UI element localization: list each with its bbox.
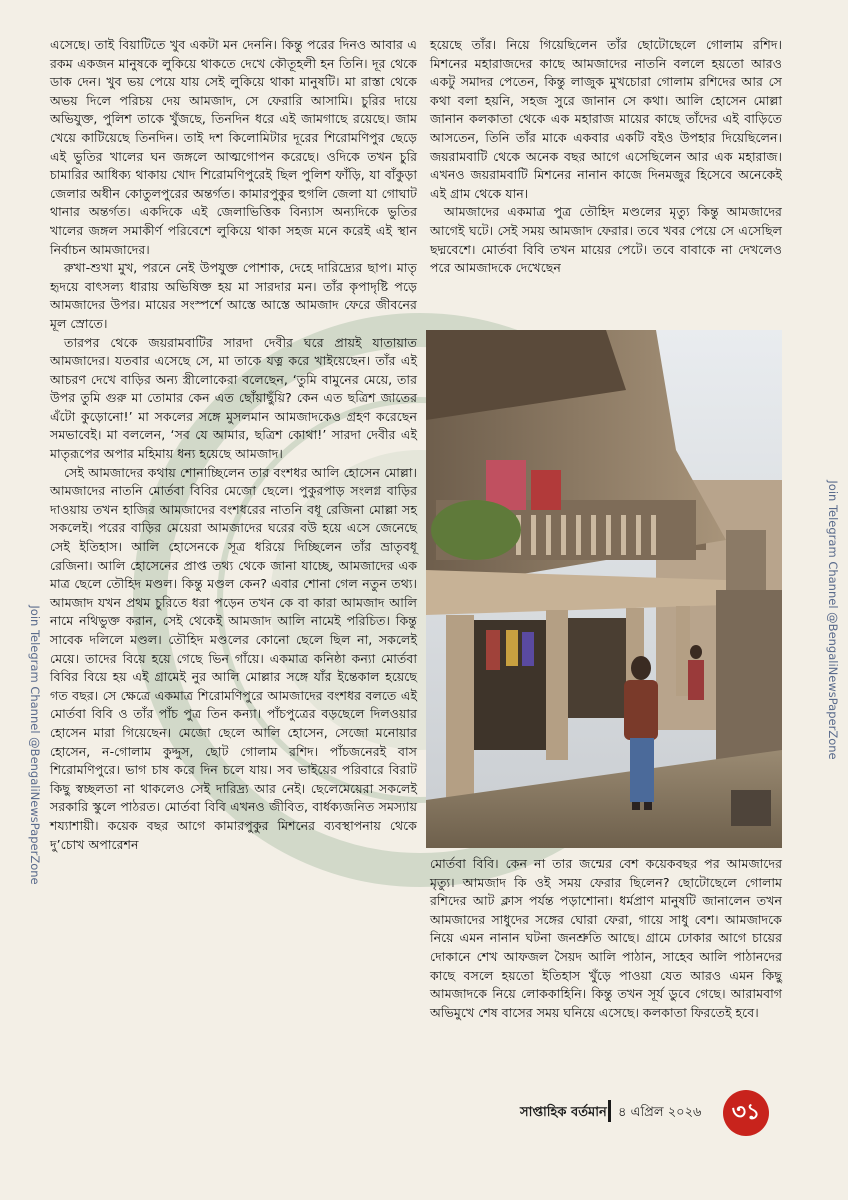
article-paragraph: তারপর থেকে জয়রামবাটির সারদা দেবীর ঘরে প্রায়ই যাতায়াত আমজাদের। যতবার এসেছে সে, মা তাকে যত্ন করে খাইয়েছেন। তাঁর এই আচরণ দেখে বাড়ির অন্য স্ত্রীলোকেরা বলেছেন, ‘তুমি বামুনের মেয়ে, তার উপর তুমি গুরু মা তোমার কেন এত ছোঁয়াছুঁয়ি? কেন এত ছত্রিশ জাতের এঁটো কুড়োনো!’ মা সকলের সঙ্গে মুসলমান আমজাদকেও গ্রহণ করেছেন সমভাবেই। মা বললেন, ‘সব যে আমার, ছত্রিশ কোথা!’ সারদা দেবীর এই মাতৃরূপের অপার মহিমায় ধন্য হয়েছে আমজাদ। bbox=[50, 334, 417, 462]
page-number-badge: ৩১ bbox=[723, 1090, 769, 1136]
article-paragraph: মোর্তবা বিবি। কেন না তার জন্মের বেশ কয়েকবছর পর আমজাদের মৃত্যু। আমজাদ কি ওই সময় ফেরার ছিলেন? ছোটোছেলে গোলাম রশিদের আট ক্লাস পর্যন্ত পড়াশোনা। ধর্মপ্রাণ মানুষটি জানালেন তখন আমজাদের সাধুদের সঙ্গের ঘোরা ফেরা, গায়ে সাধু বেশ। আমজাদকে নিয়ে এমন নানান ঘটনা জনশ্রুতি আছে। গ্রামে ঢোকার আগে চায়ের দোকানে শেখ আফজল সৈয়দ আলি পাঠান, সাহেব আলি পাঠানদের কাছে বসলে হয়তো ইতিহাস খুঁড়ে পাওয়া যেত আরও এমন কিছু আমজাদকে নিয়ে লোককাহিনি। কিন্তু তখন সূর্য ডুবে গেছে। আরামবাগ অভিমুখে শেষ বাসের সময় ঘনিয়ে এসেছে। কলকাতা ফিরতেই হবে। bbox=[430, 856, 782, 1020]
article-paragraph: এসেছে। তাই বিয়াটিতে খুব একটা মন দেননি। কিন্তু পরের দিনও আবার এ রকম একজন মানুষকে লুকিয়ে থাকতে দেখে কৌতূহলী হন তিনি। দূর থেকে ডাক দেন। খুব ভয় পেয়ে যায় সেই লুকিয়ে থাকা মানুষটি। মা রাস্তা থেকে অভয় দিলে পরিচয় দেয় আমজাদ, সে ফেরারি আসামি। চুরির দায়ে অভিযুক্ত, পুলিশ তাকে খুঁজছে, তিনদিন ধরে এই জামগাছে রয়েছে। জাম খেয়ে কাটিয়েছে তিনদিন। তাই দশ কিলোমিটার দূরের শিরোমণিপুর ছেড়ে এই ভুতির খালের ঘন জঙ্গলে আত্মগোপন করেছে। ওদিকে তখন চুরি চামারির আধিক্য থাকায় খোদ শিরোমণিপুরেই ছিল পুলিশ ফাঁড়ি, যা বাঁকুড়া জেলার অধীন কোতুলপুরের অন্তর্গত। কামারপুকুর হুগলি জেলা যা গোঘাট থানার অন্তর্গত। একদিকে এই জেলাভিত্তিক বিন্যাস অন্যদিকে ভুতির খালের জঙ্গল সমাকীর্ণ পরিবেশে লুকিয়ে থাকা সহজ মনে করেই এই স্থান নির্বাচন আমজাদের। bbox=[50, 37, 417, 257]
article-paragraph: হয়েছে তাঁর। নিয়ে গিয়েছিলেন তাঁর ছোটোছেলে গোলাম রশিদ। মিশনের মহারাজদের কাছে আমজাদের নাতনি বললে হয়তো আরও একটু সমাদর পেতেন, কিন্তু লাজুক মুখচোরা গোলাম রশিদের আর সে কথা বলা হয়নি, সহজ সুরে জানান সে কথা। আলি হোসেন মোল্লা জানান কলকাতা থেকে এক মহারাজ মায়ের কাছে তাঁদের এই বাড়িতে আসতেন, তিনি তাঁর মাকে একবার একটি বইও উপহার দিয়েছিলেন। জয়রামবাটি থেকে অনেক বছর আগে এসেছিলেন আর এক মহারাজ। এখনও জয়রামবাটি মিশনের নানান কাজে দিনমজুর হিসেবে অনেকেই এই গ্রাম থেকে যান। bbox=[430, 37, 782, 201]
article-right-column-top bbox=[430, 36, 782, 278]
article-left-column bbox=[50, 36, 417, 854]
telegram-watermark-left: Join Telegram Channel @BengaliNewsPaperZone bbox=[28, 605, 42, 885]
article-paragraph: আমজাদের একমাত্র পুত্র তৌহিদ মণ্ডলের মৃত্যু কিন্তু আমজাদের আগেই ঘটে। সেই সময় আমজাদ ফেরার। তবে খবর পেয়ে সে এসেছিল ছদ্মবেশে। মোর্তবা বিবি তখন মায়ের পেটে। তবে বাবাকে না দেখলেও পরে আমজাদকে দেখেছেন bbox=[430, 204, 782, 276]
magazine-name: সাপ্তাহিক বর্তমান bbox=[520, 1105, 607, 1120]
issue-date: ৪ এপ্রিল ২০২৬ bbox=[618, 1105, 702, 1120]
article-paragraph: রুখা-শুখা মুখ, পরনে নেই উপযুক্ত পোশাক, দেহে দারিদ্র্যের ছাপ। মাতৃ হৃদয়ে বাৎসল্য ধারায় অভিষিক্ত হয় মা সারদার মন। তাঁর কৃপাদৃষ্টি পড়ে আমজাদের উপর। মায়ের সংস্পর্শে আস্তে আস্তে আমজাদ ফেরে জীবনের মূল স্রোতে। bbox=[50, 260, 417, 331]
footer-separator bbox=[608, 1100, 611, 1122]
article-paragraph: সেই আমজাদের কথায় শোনাচ্ছিলেন তার বংশধর আলি হোসেন মোল্লা। আমজাদের নাতনি মোর্তবা বিবির মেজো ছেলে। পুকুরপাড় সংলগ্ন বাড়ির দাওয়ায় তখন হাজির আমজাদের বংশধরের নাতনি বধূ রেজিনা মোল্লা সহ সকলেই। পরের বাড়ির মেয়েরা আমজাদের ঘরের বউ হয়ে এসে জেনেছে সেই ইতিহাস। আলি হোসেনকে সূত্র ধরিয়ে দিচ্ছিলেন তাঁর ভ্রাতৃবধূ রেজিনা। আলি হোসেনের প্রাপ্ত তথ্য থেকে জানা যাচ্ছে, আমজাদের এক মাত্র ছেলে তৌহিদ মণ্ডল। কিন্তু মণ্ডল কেন? এবার শোনা গেল নতুন তথ্য। আমজাদ যখন প্রথম চুরিতে ধরা পড়েন তখন কে বা কারা আমজাদ আলি নামে নথিভুক্ত করান, সেই থেকেই আমজাদ আলি নামেই পরিচিত। কিন্তু সাবেক দলিলে মণ্ডল। তৌহিদ মণ্ডলের কোনো ছেলে ছিল না, সকলেই মেয়ে। তাদের বিয়ে হয়ে গেছে ভিন গাঁয়ে। একমাত্র কনিষ্ঠা কন্যা মোর্তবা বিবির বিয়ে হয় এই গ্রামেই নুর আলি মোল্লার সঙ্গে যাঁর ইন্তেকাল হয়েছে গত বছর। সে ক্ষেত্রে একমাত্র শিরোমণিপুরে আমজাদের বংশধর বলতে এই মোর্তবা বিবি ও তাঁর পাঁচ পুত্র তিন কন্যা। পাঁচপুত্রের বড়ছেলে দিলওয়ার হোসেন মারা গিয়েছেন। মেজো ছেলে আলি হোসেন, সেজো মনোয়ার হোসেন, ন-গোলাম কুদ্দুস, ছোট গোলাম রশিদ। পাঁচজনেরই বাস শিরোমণিপুরে। ভাগ চাষ করে দিন চলে যায়। সব ভাইয়ের পরিবারে বিরাট কিছু স্বচ্ছলতা না থাকলেও সেই দারিদ্র্য আর নেই। ছেলেমেয়েরা সকলেই সরকারি স্কুলে পাঠরত। মোর্তবা বিবি এখনও জীবিত, বার্ধক্যজনিত সমস্যায় শয্যাশায়ী। কয়েক বছর আগে কামারপুকুর মিশনের ব্যবস্থাপনায় থেকে দু’চোখ অপারেশন bbox=[50, 464, 417, 852]
article-right-column-bottom bbox=[430, 855, 782, 1022]
telegram-watermark-right: Join Telegram Channel @BengaliNewsPaperZone bbox=[826, 480, 840, 760]
village-house-photo bbox=[426, 330, 782, 848]
